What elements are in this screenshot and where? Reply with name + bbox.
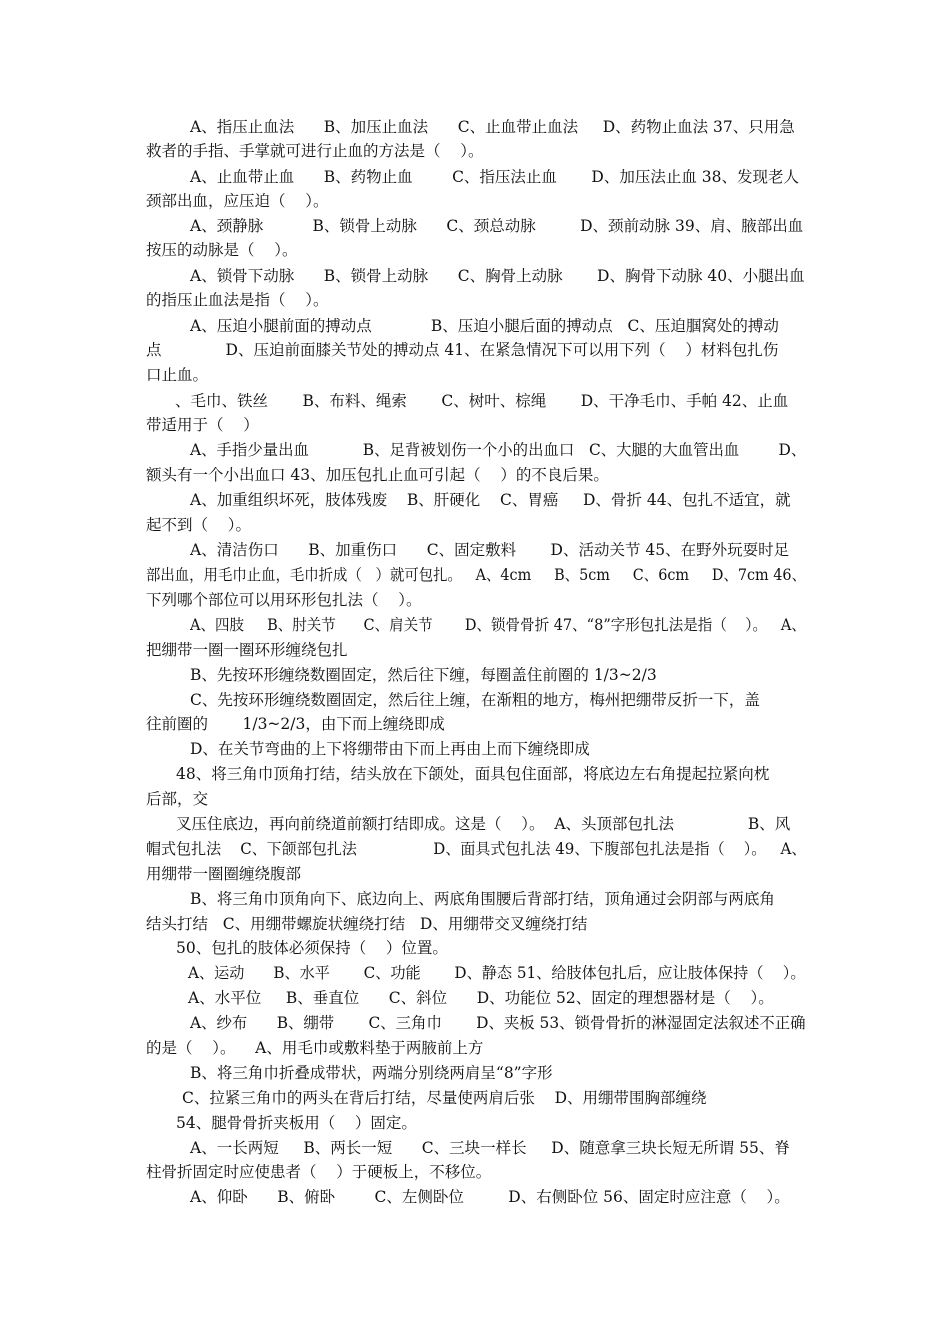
text-line: A、压迫小腿前面的搏动点 B、压迫小腿后面的搏动点 C、压迫腘窝处的搏动 [190, 317, 779, 335]
text-line: A、水平位 B、垂直位 C、斜位 D、功能位 52、固定的理想器材是（ ）。 [188, 989, 774, 1007]
text-line: 50、包扎的肢体必须保持（ ）位置。 [176, 939, 448, 957]
text-line: A、手指少量出血 B、足背被划伤一个小的出血口 C、大腿的大血管出血 D、 [190, 441, 807, 459]
text-line: 把绷带一圈一圈环形缠绕包扎 [146, 641, 348, 659]
text-line: 点 D、压迫前面膝关节处的搏动点 41、在紧急情况下可以用下列（ ）材料包扎伤 [146, 341, 779, 359]
text-line: A、加重组织坏死，肢体残废 B、肝硬化 C、胃癌 D、骨折 44、包扎不适宜，就 [190, 491, 791, 509]
text-line: A、清洁伤口 B、加重伤口 C、固定敷料 D、活动关节 45、在野外玩耍时足 [190, 541, 790, 559]
text-line: 的是（ ）。 A、用毛巾或敷料垫于两腋前上方 [146, 1039, 484, 1057]
text-line: A、运动 B、水平 C、功能 D、静态 51、给肢体包扎后，应让肢体保持（ ）。 [188, 964, 806, 982]
text-line: 48、将三角巾顶角打结，结头放在下颌处，面具包住面部，将底边左右角提起拉紧向枕 [176, 765, 770, 783]
text-line: 后部，交 [146, 790, 209, 808]
text-line: 叉压住底边，再向前绕道前额打结即成。这是（ ）。 A、头顶部包扎法 B、风 [176, 815, 791, 833]
text-line: 、毛巾、铁丝 B、布料、绳索 C、树叶、棕绳 D、干净毛巾、手帕 42、止血 [175, 392, 789, 410]
text-line: 部出血，用毛巾止血，毛巾折成（ ）就可包扎。 A、4cm B、5cm C、6cm D、7cm 46、 [146, 566, 806, 584]
text-line: A、仰卧 B、俯卧 C、左侧卧位 D、右侧卧位 56、固定时应注意（ ）。 [190, 1188, 790, 1206]
text-line: 额头有一个小出血口 43、加压包扎止血可引起（ ）的不良后果。 [146, 466, 609, 484]
text-line: 口止血。 [146, 366, 209, 384]
text-line: D、在关节弯曲的上下将绷带由下而上再由上而下缠绕即成 [190, 740, 590, 758]
text-line: 用绷带一圈圈缠绕腹部 [146, 865, 302, 883]
text-line: A、四肢 B、肘关节 C、肩关节 D、锁骨骨折 47、“8”字形包扎法是指（ ）。 A、 [190, 616, 806, 634]
text-line: B、先按环形缠绕数圈固定，然后往下缠，每圈盖住前圈的 1/3~2/3 [190, 666, 657, 684]
text-line: 下列哪个部位可以用环形包扎法（ ）。 [146, 591, 422, 609]
text-line: B、将三角巾顶角向下、底边向上、两底角围腰后背部打结，顶角通过会阴部与两底角 [190, 890, 775, 908]
text-line: 的指压止血法是指（ ）。 [146, 291, 329, 309]
text-line: 帽式包扎法 C、下颌部包扎法 D、面具式包扎法 49、下腹部包扎法是指（ ）。 A、 [146, 840, 807, 858]
text-line: A、止血带止血 B、药物止血 C、指压法止血 D、加压法止血 38、发现老人 [190, 168, 799, 186]
text-line: 起不到（ ）。 [146, 516, 251, 534]
text-line: A、锁骨下动脉 B、锁骨上动脉 C、胸骨上动脉 D、胸骨下动脉 40、小腿出血 [190, 267, 805, 285]
text-line: C、拉紧三角巾的两头在背后打结，尽量使两肩后张 D、用绷带围胸部缠绕 [182, 1089, 707, 1107]
text-line: 柱骨折固定时应使患者（ ）于硬板上，不移位。 [146, 1163, 492, 1181]
text-line: 颈部出血，应压迫（ ）。 [146, 192, 329, 210]
text-line: 带适用于（ ） [146, 416, 259, 434]
text-line: C、先按环形缠绕数圈固定，然后往上缠，在渐粗的地方，梅州把绷带反折一下，盖 [190, 691, 760, 709]
text-line: 按压的动脉是（ ）。 [146, 241, 298, 259]
text-line: 54、腿骨骨折夹板用（ ）固定。 [176, 1114, 417, 1132]
text-line: A、一长两短 B、两长一短 C、三块一样长 D、随意拿三块长短无所谓 55、脊 [190, 1139, 790, 1157]
text-line: A、颈静脉 B、锁骨上动脉 C、颈总动脉 D、颈前动脉 39、肩、腋部出血 [190, 217, 804, 235]
text-line: 救者的手指、手掌就可进行止血的方法是（ ）。 [146, 142, 484, 160]
text-line: A、纱布 B、绷带 C、三角巾 D、夹板 53、锁骨骨折的淋湿固定法叙述不正确 [190, 1014, 806, 1032]
text-line: A、指压止血法 B、加压止血法 C、止血带止血法 D、药物止血法 37、只用急 [190, 118, 795, 136]
text-line: B、将三角巾折叠成带状，两端分别绕两肩呈“8”字形 [190, 1064, 553, 1082]
text-line: 结头打结 C、用绷带螺旋状缠绕打结 D、用绷带交叉缠绕打结 [146, 915, 588, 933]
text-line: 往前圈的 1/3~2/3，由下而上缠绕即成 [146, 715, 445, 733]
